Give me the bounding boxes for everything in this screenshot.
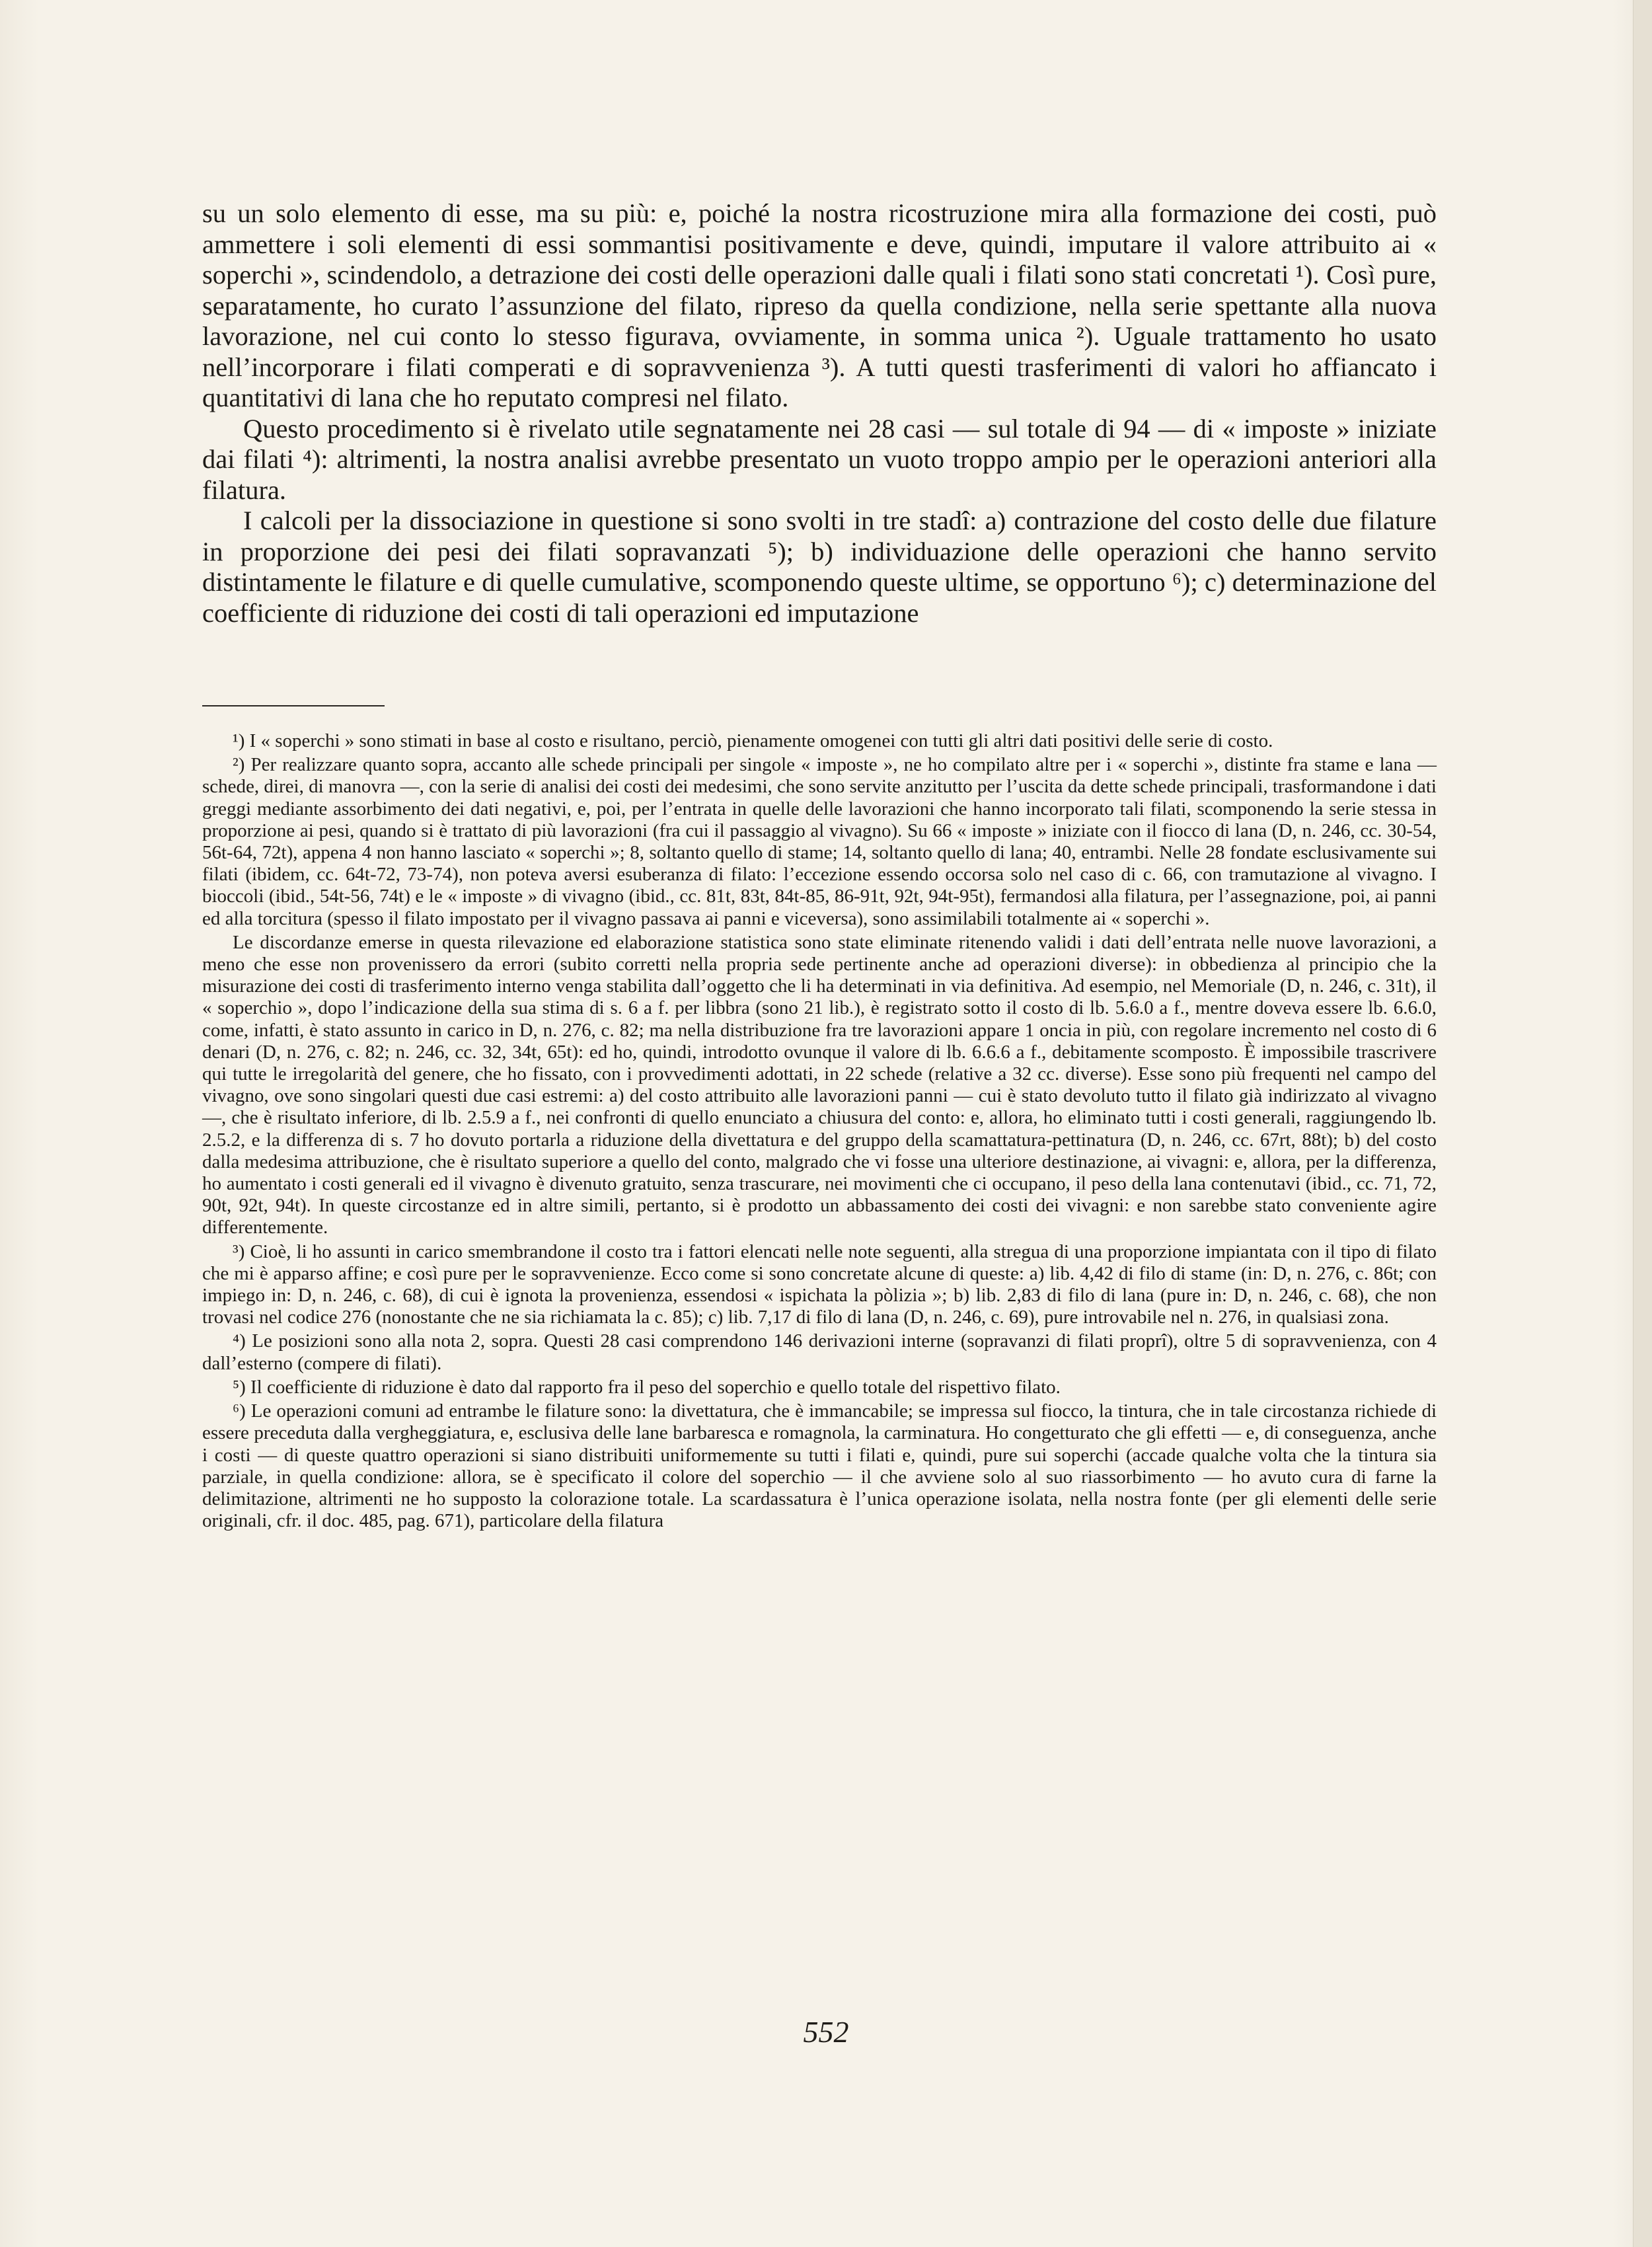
footnote-separator [202,705,385,706]
footnote: ³) Cioè, li ho assunti in carico smembrandone il costo tra i fattori elencati nelle note seguenti, alla stregua di una proporzione impiantata con il tipo di filato che mi è apparso affine; e così pure per le sopravvenienze. Ecco come si sono concretate alcune di queste: a) lib. 4,42 di filo di stame (in: D, n. 276, c. 86t; con impiego in: D, n. 246, c. 68), di cui è ignota la provenienza, essendosi « ispichata la pòlizia »; b) lib. 2,83 di filo di lana (pure in: D, n. 246, c. 68), che non trovasi nel codice 276 (nonostante che ne sia richiamata la c. 85); c) lib. 7,17 di filo di lana (D, n. 246, c. 69), pure introvabile nel n. 276, in qualsiasi zona. [202,1240,1437,1328]
page-number: 552 [803,2015,849,2049]
main-paragraph: su un solo elemento di esse, ma su più: e, poiché la nostra ricostruzione mira alla formazione dei costi, può ammettere i soli elementi di essi sommantisi positivamente e deve, quindi, imputare il valore attribuito ai « soperchi », scindendolo, a detrazione dei costi delle operazioni dalle quali i filati sono stati concretati ¹). Così pure, separatamente, ho curato l’assunzione del filato, ripreso da quella condizione, nella serie spettante alla nuova lavorazione, nel cui conto lo stesso figurava, ovviamente, in somma unica ²). Uguale trattamento ho usato nell’incorporare i filati comperati e di sopravvenienza ³). A tutti questi trasferimenti di valori ho affiancato i quantitativi di lana che ho reputato compresi nel filato. [202,198,1437,412]
footnote: Le discordanze emerse in questa rilevazione ed elaborazione statistica sono state eliminate ritenendo validi i dati dell’entrata nelle nuove lavorazioni, a meno che esse non provenissero da errori (subito corretti nella propria sede pertinente anche ad operazioni diverse): in obbedienza al principio che la misurazione dei costi di trasferimento interno venga stabilita dall’oggetto che li ha determinati in via definitiva. Ad esempio, nel Memoriale (D, n. 246, c. 31t), il « soperchio », dopo l’indicazione della sua stima di s. 6 a f. per libbra (sono 21 lib.), è registrato sotto il costo di lb. 5.6.0 a f., mentre doveva essere lb. 6.6.0, come, infatti, è stato assunto in carico in D, n. 276, c. 82; ma nella distribuzione fra tre lavorazioni appare 1 oncia in più, con regolare incremento nel costo di 6 denari (D, n. 276, c. 82; n. 246, cc. 32, 34t, 65t): ed ho, quindi, introdotto ovunque il valore di lb. 6.6.6 a f., debitamente scomposto. È impossibile trascrivere qui tutte le irregolarità del genere, che ho fissato, con i provvedimenti adottati, in 22 schede (relative a 32 cc. diverse). Esse sono più frequenti nel campo del vivagno, ove sono singolari questi due casi estremi: a) del costo attribuito alle lavorazioni panni — cui è stato devoluto tutto il filato già indirizzato al vivagno —, che è risultato inferiore, di lb. 2.5.9 a f., nei confronti di quello enunciato a chiusura del conto: e, allora, ho eliminato tutti i costi generali, raggiungendo lb. 2.5.2, e la differenza di s. 7 ho dovuto portarla a riduzione della divettatura e del gruppo della scamattatura-pettinatura (D, n. 246, cc. 67rt, 88t); b) del costo dalla medesima attribuzione, che è risultato superiore a quello del conto, malgrado che vi fosse una ulteriore destinazione, ai vivagni: e, allora, per la differenza, ho aumentato i costi generali ed il vivagno è divenuto gratuito, senza trascurare, nei movimenti che ci occupano, il peso della lana contenutavi (ibid., cc. 71, 72, 90t, 92t, 94t). In queste circostanze ed in altre simili, pertanto, si è prodotto un abbassamento dei costi dei vivagni: e non sarebbe stato conveniente agire differentemente. [202,931,1437,1238]
main-paragraph: Questo procedimento si è rivelato utile segnatamente nei 28 casi — sul totale di 94 — di « imposte » iniziate dai filati ⁴): altrimenti, la nostra analisi avrebbe presentato un vuoto troppo ampio per le operazioni anteriori alla filatura. [202,413,1437,505]
footnote: ⁴) Le posizioni sono alla nota 2, sopra. Questi 28 casi comprendono 146 derivazioni interne (sopravanzi di filati proprî), oltre 5 di sopravvenienza, con 4 dall’esterno (compere di filati). [202,1330,1437,1374]
footnote: ⁵) Il coefficiente di riduzione è dato dal rapporto fra il peso del soperchio e quello totale del rispettivo filato. [233,1376,1061,1398]
footnote: ⁶) Le operazioni comuni ad entrambe le filature sono: la divettatura, che è immancabile; se impressa sul fiocco, la tintura, che in tale circostanza richiede di essere preceduta dalla vergheggiatura, e, esclusiva delle lane barbaresca e romagnola, la carminatura. Ho congetturato che gli effetti — e, di conseguenza, anche i costi — di queste quattro operazioni si siano distribuiti uniformemente su tutti i filati e, quindi, pure sui soperchi (accade qualche volta che la tintura sia parziale, in quella condizione: allora, se è specificato il colore del soperchio — il che avviene solo al suo riassorbimento — ho avuto cura di farne la delimitazione, altrimenti ne ho supposto la colorazione totale. La scardassatura è l’unica operazione isolata, nella nostra fonte (per gli elementi delle serie originali, cfr. il doc. 485, pag. 671), particolare della filatura [202,1400,1437,1532]
footnotes [202,730,1437,1534]
footnote: ²) Per realizzare quanto sopra, accanto alle schede principali per singole « imposte », ne ho compilato altre per i « soperchi », distinte fra stame e lana — schede, direi, di manovra —, con la serie di analisi dei costi dei medesimi, che sono servite anzitutto per l’uscita da dette schede principali, trasformandone i dati greggi mediante assorbimento dei dati negativi, e, poi, per l’entrata in quelle delle lavorazioni che hanno incorporato tali filati, scomponendo la serie stessa in proporzione ai pesi, quando si è trattato di più lavorazioni (fra cui il passaggio al vivagno). Su 66 « imposte » iniziate con il fiocco di lana (D, n. 246, cc. 30-54, 56t-64, 72t), appena 4 non hanno lasciato « soperchi »; 8, soltanto quello di stame; 14, soltanto quello di lana; 40, entrambi. Nelle 28 fondate esclusivamente sui filati (ibidem, cc. 64t-72, 73-74), non poteva aversi esuberanza di filato: l’eccezione essendo occorsa solo nel caso di c. 66, con tramutazione al vivagno. I bioccoli (ibid., 54t-56, 74t) e le « imposte » di vivagno (ibid., cc. 81t, 83t, 84t-85, 86-91t, 92t, 94t-95t), fermandosi alla filatura, per l’assegnazione, poi, ai panni ed alla torcitura (spesso il filato impostato per il vivagno passava ai panni e viceversa), sono assimilabili totalmente ai « soperchi ». [202,754,1437,929]
adjacent-page-edge [1633,0,1652,2247]
footnote: ¹) I « soperchi » sono stimati in base al costo e risultano, perciò, pienamente omogenei con tutti gli altri dati positivi delle serie di costo. [233,730,1273,751]
main-text [202,198,1437,628]
main-paragraph: I calcoli per la dissociazione in questione si sono svolti in tre stadî: a) contrazione del costo delle due filature in proporzione dei pesi dei filati sopravanzati ⁵); b) individuazione delle operazioni che hanno servito distintamente le filature e di quelle cumulative, scomponendo queste ultime, se opportuno ⁶); c) determinazione del coefficiente di riduzione dei costi di tali operazioni ed imputazione [202,506,1437,628]
